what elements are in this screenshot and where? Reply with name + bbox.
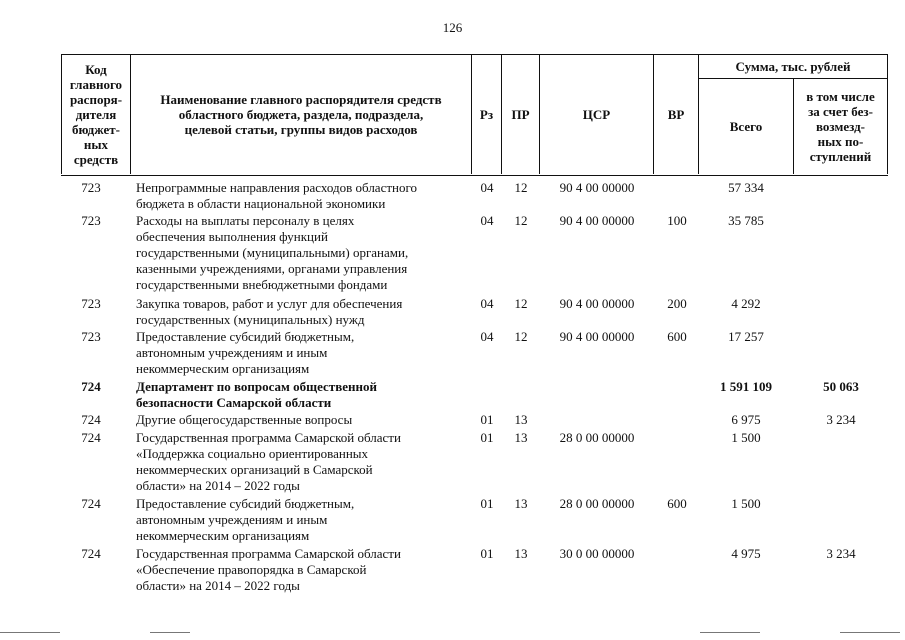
row-rz: 04	[480, 213, 494, 228]
row-total: 4 292	[731, 296, 761, 311]
row-name	[136, 379, 470, 411]
row-rz: 04	[480, 296, 494, 311]
header-csr: ЦСР	[582, 106, 611, 122]
row-rz: 04	[480, 329, 494, 344]
header-line: ных	[83, 136, 109, 152]
row-vr: 600	[667, 496, 687, 511]
row-name-line: автономным учреждениям и иным	[136, 512, 328, 527]
row-name-line: государственными внебюджетными фондами	[136, 277, 388, 292]
row-name	[136, 296, 470, 328]
row-name-line: автономным учреждениям и иным	[136, 345, 328, 360]
row-name-line: Расходы на выплаты персоналу в целях	[136, 213, 355, 228]
row-name-line: обеспечения выполнения функций	[136, 229, 328, 244]
row-pr: 13	[514, 546, 528, 561]
page-number: 126	[442, 20, 463, 35]
scan-line	[0, 632, 60, 633]
row-name	[136, 412, 470, 428]
row-name-line: бюджета в области национальной экономики	[136, 196, 386, 211]
header-rz: Рз	[479, 106, 494, 122]
header-line: областного бюджета, раздела, подраздела,	[178, 106, 424, 122]
row-name	[136, 213, 470, 293]
header-total: Всего	[729, 119, 763, 134]
row-name-line: Предоставление субсидий бюджетным,	[136, 329, 355, 344]
row-name	[136, 496, 470, 544]
row-name-line: некоммерческим организациям	[136, 361, 310, 376]
row-pr: 12	[514, 180, 528, 195]
row-free: 50 063	[823, 379, 859, 394]
row-name-line: Предоставление субсидий бюджетным,	[136, 496, 355, 511]
row-name-line: Государственная программа Самарской области	[136, 430, 401, 445]
row-code: 724	[81, 546, 101, 561]
row-total: 17 257	[728, 329, 764, 344]
row-name-line: Непрограммные направления расходов областного	[136, 180, 417, 195]
row-free: 3 234	[826, 412, 856, 427]
row-code: 723	[81, 180, 101, 195]
row-name-line: «Обеспечение правопорядка в Самарской	[136, 562, 367, 577]
header-line: Наименование главного распорядителя средств	[160, 91, 442, 107]
row-name-line: Закупка товаров, работ и услуг для обеспечения	[136, 296, 403, 311]
scan-line	[150, 632, 190, 633]
header-vr: ВР	[667, 106, 685, 122]
row-rz: 01	[480, 430, 494, 445]
row-total: 35 785	[728, 213, 764, 228]
row-pr: 13	[514, 496, 528, 511]
row-name-line: государственных (муниципальных) нужд	[136, 312, 365, 327]
row-code: 724	[81, 496, 101, 511]
row-csr: 90 4 00 00000	[559, 329, 635, 344]
header-line: целевой статьи, группы видов расходов	[184, 121, 418, 137]
header-line: ных по-	[817, 134, 864, 149]
row-rz: 04	[480, 180, 494, 195]
header-line: распоря-	[69, 91, 123, 107]
row-name-line: государственными (муниципальными) органами,	[136, 245, 409, 260]
row-pr: 12	[514, 296, 528, 311]
header-line: Код	[85, 61, 107, 77]
row-pr: 13	[514, 430, 528, 445]
row-name-line: безопасности Самарской области	[136, 395, 332, 410]
row-name	[136, 430, 470, 494]
row-name	[136, 180, 470, 212]
row-name-line: области» на 2014 – 2022 годы	[136, 478, 300, 493]
row-name	[136, 546, 470, 594]
row-csr: 28 0 00 00000	[559, 430, 635, 445]
row-pr: 12	[514, 329, 528, 344]
row-name-line: Государственная программа Самарской области	[136, 546, 401, 561]
scan-line	[840, 632, 900, 633]
row-name-line: области» на 2014 – 2022 годы	[136, 578, 300, 593]
row-code: 724	[81, 430, 101, 445]
row-code: 723	[81, 296, 101, 311]
row-pr: 12	[514, 213, 528, 228]
header-line: средств	[73, 151, 119, 167]
row-rz: 01	[480, 412, 494, 427]
row-total: 4 975	[731, 546, 761, 561]
header-pr: ПР	[511, 106, 530, 122]
header-sum: Сумма, тыс. рублей	[735, 59, 851, 74]
row-code: 723	[81, 329, 101, 344]
row-total: 1 500	[731, 496, 761, 511]
row-vr: 200	[667, 296, 687, 311]
header-code	[62, 56, 130, 172]
header-line: главного	[69, 76, 123, 92]
header-line: бюджет-	[71, 121, 120, 137]
row-free: 3 234	[826, 546, 856, 561]
row-code: 724	[81, 379, 101, 394]
row-code: 723	[81, 213, 101, 228]
row-name-line: казенными учреждениями, органами управления	[136, 261, 408, 276]
header-line: ступлений	[809, 149, 872, 164]
row-name	[136, 329, 470, 377]
row-name-line: Департамент по вопросам общественной	[136, 379, 377, 394]
header-free	[794, 79, 887, 174]
row-rz: 01	[480, 496, 494, 511]
row-name-line: «Поддержка социально ориентированных	[136, 446, 369, 461]
scan-line	[700, 632, 760, 633]
row-csr: 28 0 00 00000	[559, 496, 635, 511]
row-total: 1 591 109	[720, 379, 772, 394]
row-vr: 100	[667, 213, 687, 228]
row-csr: 90 4 00 00000	[559, 180, 635, 195]
header-line: в том числе	[806, 89, 875, 104]
row-csr: 90 4 00 00000	[559, 296, 635, 311]
row-csr: 30 0 00 00000	[559, 546, 635, 561]
header-line: дителя	[75, 106, 117, 122]
row-vr: 600	[667, 329, 687, 344]
row-name-line: некоммерческих организаций в Самарской	[136, 462, 373, 477]
row-total: 57 334	[728, 180, 764, 195]
row-name-line: некоммерческим организациям	[136, 528, 310, 543]
row-total: 6 975	[731, 412, 761, 427]
row-rz: 01	[480, 546, 494, 561]
row-name-line: Другие общегосударственные вопросы	[136, 412, 353, 427]
row-csr: 90 4 00 00000	[559, 213, 635, 228]
header-line: за счет без-	[808, 104, 873, 119]
header-line: возмезд-	[816, 119, 865, 134]
row-code: 724	[81, 412, 101, 427]
header-name	[131, 56, 471, 172]
row-total: 1 500	[731, 430, 761, 445]
row-pr: 13	[514, 412, 528, 427]
